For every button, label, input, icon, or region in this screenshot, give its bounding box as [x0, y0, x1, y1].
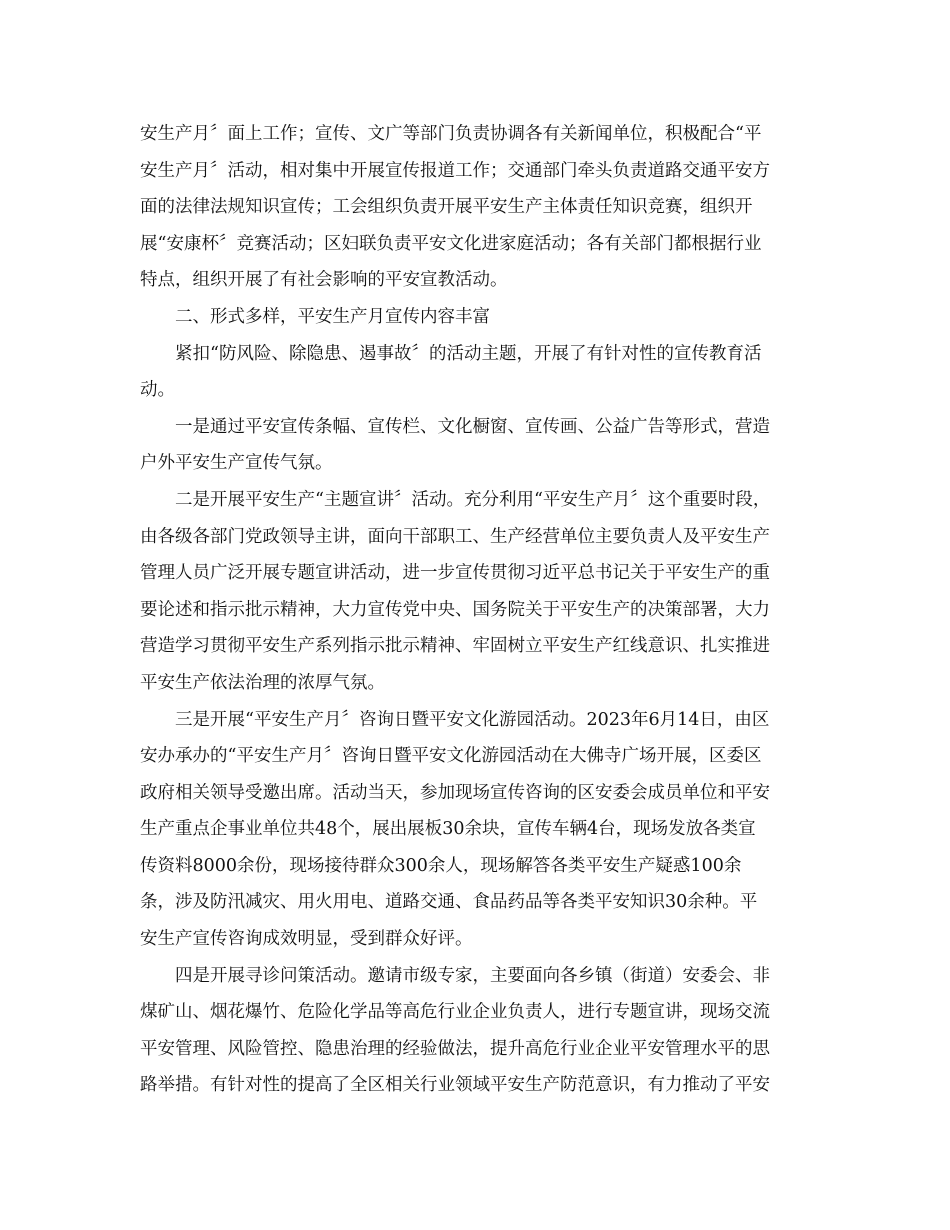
- paragraph-line: 传资料8000余份，现场接待群众300余人，现场解答各类平安生产疑惑100余: [140, 855, 742, 876]
- paragraph-line: 一是通过平安宣传条幅、宣传栏、文化橱窗、宣传画、公益广告等形式，营造: [175, 416, 770, 437]
- paragraph-line: 政府相关领导受邀出席。活动当天，参加现场宣传咨询的区安委会成员单位和平安: [140, 782, 770, 803]
- paragraph-line: 展“安康杯〞竞赛活动；区妇联负责平安文化进家庭活动；各有关部门都根据行业: [140, 233, 762, 254]
- paragraph-line: 安办承办的“平安生产月〞咨询日暨平安文化游园活动在大佛寺广场开展，区委区: [140, 746, 762, 767]
- paragraph-line: 四是开展寻诊问策活动。邀请市级专家，主要面向各乡镇（街道）安委会、非: [175, 965, 770, 986]
- section-heading: 二、形式多样，平安生产月宣传内容丰富: [175, 306, 490, 327]
- paragraph-line: 条，涉及防汛减灾、用火用电、道路交通、食品药品等各类平安知识30余种。平: [140, 892, 758, 913]
- paragraph-line: 平安生产依法治理的浓厚气氛。: [140, 672, 385, 693]
- paragraph-line: 三是开展“平安生产月〞咨询日暨平安文化游园活动。2023年6月14日，由区: [175, 709, 770, 730]
- paragraph-line: 路举措。有针对性的提高了全区相关行业领域平安生产防范意识，有力推动了平安: [140, 1075, 770, 1096]
- paragraph-line: 特点，组织开展了有社会影响的平安宣教活动。: [140, 270, 508, 291]
- paragraph-line: 生产重点企事业单位共48个，展出展板30余块，宣传车辆4台，现场发放各类宣: [140, 819, 756, 840]
- paragraph-line: 管理人员广泛开展专题宣讲活动，进一步宣传贯彻习近平总书记关于平安生产的重: [140, 563, 770, 584]
- paragraph-line: 面的法律法规知识宣传；工会组织负责开展平安生产主体责任知识竞赛，组织开: [140, 197, 753, 218]
- paragraph-line: 安生产月〞活动，相对集中开展宣传报道工作；交通部门牵头负责道路交通平安方: [140, 160, 770, 181]
- paragraph-line: 二是开展平安生产“主题宣讲〞活动。充分利用“平安生产月〞这个重要时段，: [175, 489, 771, 510]
- paragraph-line: 平安管理、风险管控、隐患治理的经验做法，提升高危行业企业平安管理水平的思: [140, 1038, 770, 1059]
- paragraph-line: 动。: [140, 380, 175, 401]
- paragraph-line: 安生产宣传咨询成效明显，受到群众好评。: [140, 929, 473, 950]
- paragraph-line: 要论述和指示批示精神，大力宣传党中央、国务院关于平安生产的决策部署，大力: [140, 599, 770, 620]
- paragraph-line: 营造学习贯彻平安生产系列指示批示精神、牢固树立平安生产红线意识、扎实推进: [140, 636, 770, 657]
- document-body: [140, 116, 812, 1104]
- paragraph-line: 紧扣“防风险、除隐患、遏事故〞的活动主题，开展了有针对性的宣传教育活: [175, 343, 762, 364]
- paragraph-line: 安生产月〞面上工作；宣传、文广等部门负责协调各有关新闻单位，积极配合“平: [140, 124, 762, 144]
- paragraph-line: 煤矿山、烟花爆竹、危险化学品等高危行业企业负责人，进行专题宣讲，现场交流: [140, 1002, 770, 1023]
- paragraph-line: 由各级各部门党政领导主讲，面向干部职工、生产经营单位主要负责人及平安生产: [140, 526, 770, 547]
- paragraph-line: 户外平安生产宣传气氛。: [140, 453, 333, 474]
